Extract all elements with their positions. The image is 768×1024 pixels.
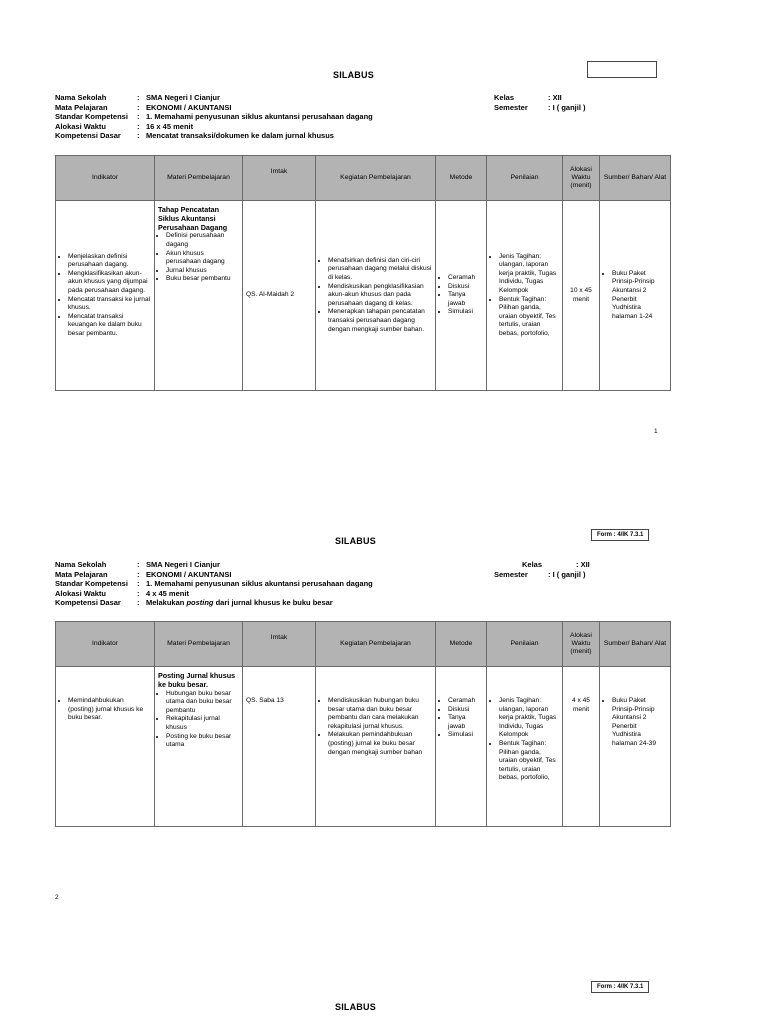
list-item: • Bentuk Tagihan: Pilihan ganda, uraian obyektif, Tes tertulis, uraian bebas, portofolio, bbox=[499, 296, 559, 339]
list-item: • Mencatat transaksi ke jurnal khusus. bbox=[68, 296, 151, 313]
header-indikator: Indikator bbox=[56, 156, 155, 201]
cell-alokasi: 4 x 45 menit bbox=[563, 667, 600, 827]
list-item: • Simulasi bbox=[448, 308, 483, 317]
list-item: • Simulasi bbox=[448, 731, 483, 740]
standard-value: 1. Memahami penyusunan siklus akuntansi perusahaan dagang bbox=[146, 579, 373, 588]
header-indikator: Indikator bbox=[56, 622, 155, 667]
page1-syllabus-table bbox=[55, 155, 671, 391]
page2-syllabus-table bbox=[55, 621, 671, 827]
cell-penilaian bbox=[487, 667, 563, 827]
list-item: • Buku besar pembantu bbox=[166, 275, 239, 284]
header-alokasi: Alokasi Waktu (menit) bbox=[563, 622, 600, 667]
list-item: • Rekapitulasi jurnal khusus bbox=[166, 715, 239, 732]
list-item: • Hubungan buku besar utama dan buku besar pembantu bbox=[166, 690, 239, 716]
cell-metode bbox=[436, 667, 487, 827]
header-sumber: Sumber/ Bahan/ Alat bbox=[600, 156, 671, 201]
cell-penilaian bbox=[487, 201, 563, 391]
class-value: : XII bbox=[576, 560, 590, 569]
school-label: Nama Sekolah bbox=[55, 560, 107, 569]
list-item: • Tanya jawab bbox=[448, 714, 483, 731]
cell-alokasi: 10 x 45 menit bbox=[563, 201, 600, 391]
page1-form-box bbox=[587, 61, 657, 78]
list-item: • Mendiskusikan hubungan buku besar utama dan buku besar pembantu dan cara melakukan rekapitulasi jurnal khusus. bbox=[328, 697, 432, 731]
school-label: Nama Sekolah bbox=[55, 93, 107, 102]
time-label: Alokasi Waktu bbox=[55, 121, 106, 131]
cell-indikator bbox=[56, 201, 155, 391]
list-item: • Ceramah bbox=[448, 274, 483, 283]
list-item: • Jenis Tagihan: ulangan, laporan kerja praktik, Tugas Individu, Tugas Kelompok bbox=[499, 253, 559, 296]
standard-value: 1. Memahami penyusunan siklus akuntansi perusahaan dagang bbox=[146, 112, 373, 121]
list-item: • Tanya jawab bbox=[448, 291, 483, 308]
cell-metode bbox=[436, 201, 487, 391]
basic-competence-label: Kompetensi Dasar bbox=[55, 131, 121, 140]
subject-value: EKONOMI / AKUNTANSI bbox=[146, 102, 232, 112]
header-imtak: Imtak bbox=[243, 156, 316, 201]
basic-competence-label: Kompetensi Dasar bbox=[55, 598, 121, 607]
standard-label: Standar Kompetensi bbox=[55, 579, 128, 588]
time-value: 16 x 45 menit bbox=[146, 121, 194, 131]
cell-imtak: QS. Al-Maidah 2 bbox=[243, 201, 316, 391]
basic-competence-text: Melakukan bbox=[146, 598, 187, 607]
list-item: • Menafsirkan definisi dan ciri-ciri perusahaan dagang melalui diskusi di kelas. bbox=[328, 257, 432, 283]
cell-kegiatan bbox=[316, 201, 436, 391]
semester-label: Semester bbox=[494, 569, 528, 579]
page1-title: SILABUS bbox=[333, 70, 374, 80]
list-item: • Ceramah bbox=[448, 697, 483, 706]
table-header-row bbox=[56, 156, 671, 201]
header-alokasi: Alokasi Waktu (menit) bbox=[563, 156, 600, 201]
list-item: • Jurnal khusus bbox=[166, 267, 239, 276]
list-item: • Diskusi bbox=[448, 706, 483, 715]
header-kegiatan: Kegiatan Pembelajaran bbox=[316, 156, 436, 201]
cell-kegiatan bbox=[316, 667, 436, 827]
subject-label: Mata Pelajaran bbox=[55, 569, 108, 579]
list-item: • Buku Paket Prinsip-Prinsip Akuntansi 2 Penerbit Yudhistira halaman 24-39 bbox=[612, 697, 667, 749]
page2-form-code: Form : 4/IK 7.3.1 bbox=[591, 529, 649, 541]
list-item: • Mendiskusikan pengklasifikasian akun-akun khusus dan pada perusahaan dagang di kelas. bbox=[328, 283, 432, 309]
time-value: 4 x 45 menit bbox=[146, 588, 189, 598]
page1-number: 1 bbox=[654, 428, 658, 435]
list-item: • Posting ke buku besar utama bbox=[166, 733, 239, 750]
list-item: • Menjelaskan definisi perusahaan dagang. bbox=[68, 253, 151, 270]
subject-label: Mata Pelajaran bbox=[55, 102, 108, 112]
table-row bbox=[56, 667, 671, 827]
header-materi: Materi Pembelajaran bbox=[155, 156, 243, 201]
list-item: • Bentuk Tagihan: Pilihan ganda, uraian obyektif, Tes tertulis, uraian bebas, portofolio, bbox=[499, 740, 559, 783]
materi-heading: Posting Jurnal khusus ke buku besar. bbox=[158, 671, 236, 689]
page2-class-block bbox=[494, 560, 590, 579]
cell-sumber bbox=[600, 201, 671, 391]
semester-value: : I ( ganjil ) bbox=[548, 569, 586, 579]
class-label: Kelas bbox=[494, 93, 515, 102]
subject-value: EKONOMI / AKUNTANSI bbox=[146, 569, 232, 579]
header-metode: Metode bbox=[436, 156, 487, 201]
page2-info-block: Nama Sekolah : SMA Negeri I Cianjur Mata Pelajaran : EKONOMI / AKUNTANSI Standar Kompetensi : 1. Memahami penyusunan siklus akuntansi perusahaan dagang Alokasi Waktu : 4 x 45 menit Kompetensi Dasar : Melakukan posting dari jurnal khusus ke buku besar bbox=[55, 560, 373, 607]
basic-competence-value bbox=[146, 598, 333, 608]
basic-competence-emphasis: posting bbox=[186, 598, 214, 607]
table-header-row bbox=[56, 622, 671, 667]
header-materi: Materi Pembelajaran bbox=[155, 622, 243, 667]
header-sumber: Sumber/ Bahan/ Alat bbox=[600, 622, 671, 667]
cell-imtak: QS. Saba 13 bbox=[243, 667, 316, 827]
cell-indikator bbox=[56, 667, 155, 827]
page3-form-code: Form : 4/IK 7.3.1 bbox=[591, 981, 649, 993]
time-label: Alokasi Waktu bbox=[55, 588, 106, 598]
page3-title: SILABUS bbox=[335, 1002, 376, 1012]
standard-label: Standar Kompetensi bbox=[55, 112, 128, 121]
header-metode: Metode bbox=[436, 622, 487, 667]
class-label: Kelas bbox=[522, 560, 543, 569]
cell-materi bbox=[155, 667, 243, 827]
list-item: • Jenis Tagihan: ulangan, laporan kerja praktik, Tugas Individu, Tugas Kelompok bbox=[499, 697, 559, 740]
page2-number: 2 bbox=[55, 894, 59, 901]
basic-competence-value: Mencatat transaksi/dokumen ke dalam jurnal khusus bbox=[146, 131, 334, 140]
header-penilaian: Penilaian bbox=[487, 622, 563, 667]
list-item: • Mengklasifikasikan akun-akun khusus yang dijumpai pada perusahaan dagang. bbox=[68, 270, 151, 296]
school-value: SMA Negeri I Cianjur bbox=[146, 560, 220, 569]
list-item: • Akun khusus perusahaan dagang bbox=[166, 250, 239, 267]
school-value: SMA Negeri I Cianjur bbox=[146, 93, 220, 102]
list-item: • Mencatat transaksi keuangan ke dalam buku besar pembantu. bbox=[68, 313, 151, 339]
header-penilaian: Penilaian bbox=[487, 156, 563, 201]
cell-sumber bbox=[600, 667, 671, 827]
list-item: • Melakukan pemindahbukuan (posting) jurnal ke buku besar dengan mengkaji sumber bahan bbox=[328, 731, 432, 757]
list-item: • Diskusi bbox=[448, 283, 483, 292]
page1-info-block: Nama Sekolah : SMA Negeri I Cianjur Mata Pelajaran : EKONOMI / AKUNTANSI Standar Kompetensi : 1. Memahami penyusunan siklus akuntansi perusahaan dagang Alokasi Waktu : 16 x 45 menit Kompetensi Dasar : Mencatat transaksi/dokumen ke dalam jurnal khusus bbox=[55, 93, 373, 140]
table-row bbox=[56, 201, 671, 391]
class-value: : XII bbox=[548, 93, 562, 102]
list-item: • Definisi perusahaan dagang bbox=[166, 232, 239, 249]
list-item: • Memindahbukukan (posting) jurnal khusus ke buku besar. bbox=[68, 697, 151, 723]
list-item: • Buku Paket Prinsip-Prinsip Akuntansi 2 Penerbit Yudhistira halaman 1-24 bbox=[612, 270, 667, 322]
basic-competence-text: dari jurnal khusus ke buku besar bbox=[213, 598, 333, 607]
header-imtak: Imtak bbox=[243, 622, 316, 667]
semester-label: Semester bbox=[494, 102, 528, 112]
page1-class-block bbox=[494, 93, 586, 112]
page2-title: SILABUS bbox=[335, 536, 376, 546]
semester-value: : I ( ganjil ) bbox=[548, 102, 586, 112]
header-kegiatan: Kegiatan Pembelajaran bbox=[316, 622, 436, 667]
cell-materi bbox=[155, 201, 243, 391]
materi-heading: Tahap Pencatatan Siklus Akuntansi Perusahaan Dagang bbox=[158, 205, 228, 232]
list-item: • Menerapkan tahapan pencatatan transaksi perusahaan dagang dengan mengkaji sumber bahan. bbox=[328, 308, 432, 334]
